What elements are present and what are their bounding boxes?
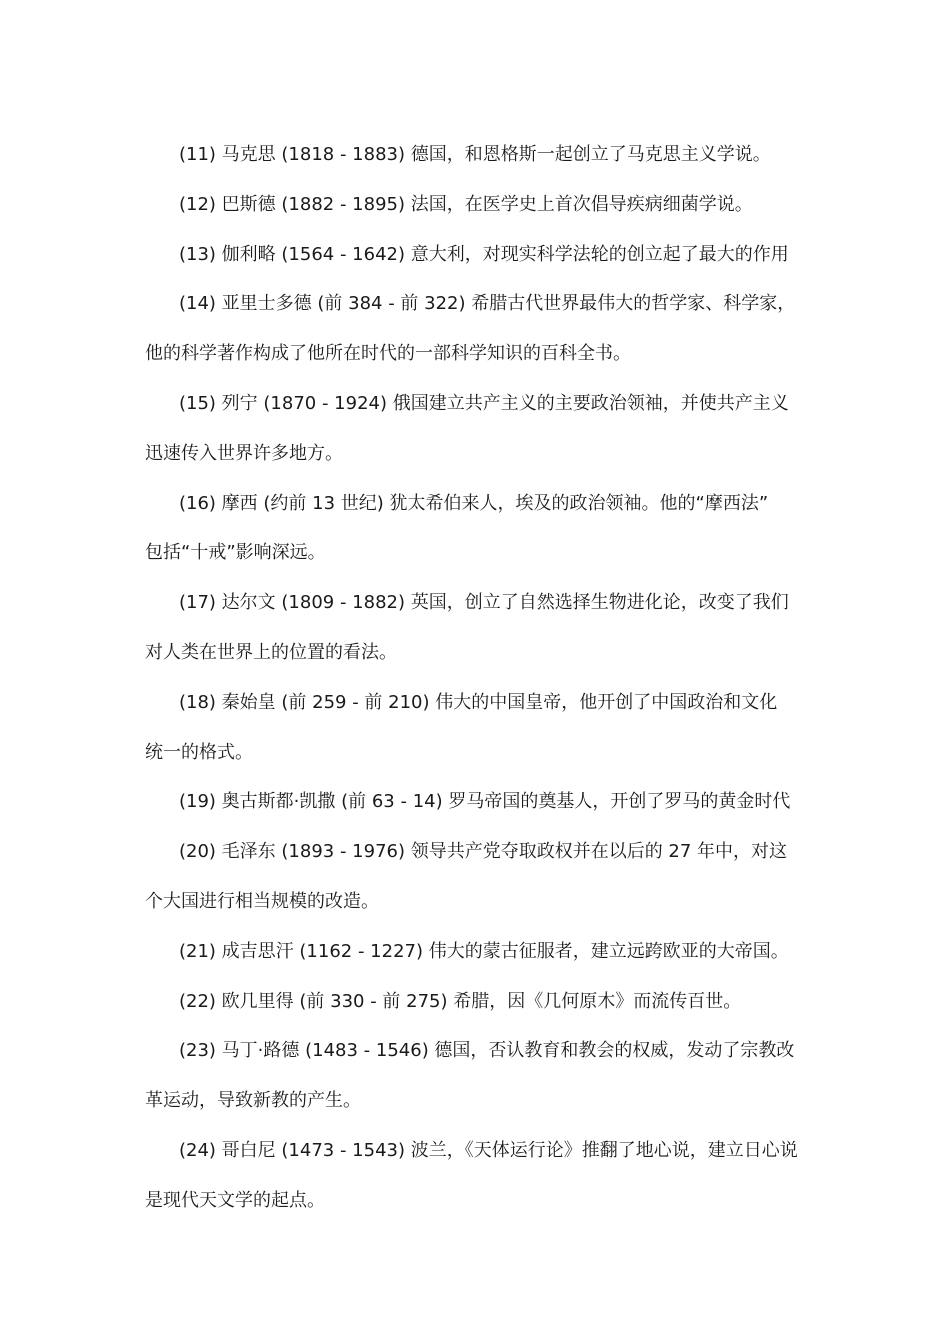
text-line: 他的科学著作构成了他所在时代的一部科学知识的百科全书。 [145, 343, 631, 365]
text-line: (24) 哥白尼 (1473 - 1543) 波兰，《天体运行论》推翻了地心说，建立日心说 [179, 1139, 798, 1161]
text-line: (21) 成吉思汗 (1162 - 1227) 伟大的蒙古征服者，建立远跨欧亚的大帝国。 [179, 940, 789, 962]
text-line: (11) 马克思 (1818 - 1883) 德国，和恩格斯一起创立了马克思主义学说。 [179, 144, 771, 165]
text-line: 包括“十戒”影响深远。 [145, 542, 326, 564]
text-line: (14) 亚里士多德 (前 384 - 前 322) 希腊古代世界最伟大的哲学家、科学家， [179, 293, 796, 315]
text-line: (12) 巴斯德 (1882 - 1895) 法国，在医学史上首次倡导疾病细菌学说。 [179, 193, 753, 215]
text-line: (13) 伽利略 (1564 - 1642) 意大利，对现实科学法轮的创立起了最大的作用 [179, 243, 789, 265]
text-line: (23) 马丁·路德 (1483 - 1546) 德国，否认教育和教会的权威，发动了宗教改 [179, 1040, 795, 1062]
text-line: (15) 列宁 (1870 - 1924) 俄国建立共产主义的主要政治领袖，并使共产主义 [179, 392, 789, 414]
text-line: 个大国进行相当规模的改造。 [145, 890, 379, 912]
text-line: 统一的格式。 [145, 741, 253, 763]
text-line: (19) 奥古斯都·凯撒 (前 63 - 14) 罗马帝国的奠基人，开创了罗马的黄金时代 [179, 791, 791, 813]
text-line: 是现代天文学的起点。 [145, 1189, 325, 1211]
text-line: (18) 秦始皇 (前 259 - 前 210) 伟大的中国皇帝，他开创了中国政治和文化 [179, 691, 778, 713]
text-line: 革运动，导致新教的产生。 [145, 1090, 361, 1112]
text-line: (17) 达尔文 (1809 - 1882) 英国，创立了自然选择生物进化论，改变了我们 [179, 592, 789, 614]
text-line: 迅速传入世界许多地方。 [145, 442, 343, 464]
text-line: (22) 欧几里得 (前 330 - 前 275) 希腊，因《几何原木》而流传百世。 [179, 990, 742, 1012]
text-line: (20) 毛泽东 (1893 - 1976) 领导共产党夺取政权并在以后的 27 年中，对这 [179, 841, 788, 863]
text-line: 对人类在世界上的位置的看法。 [145, 641, 397, 663]
document-body [145, 130, 810, 1226]
text-line: (16) 摩西 (约前 13 世纪) 犹太希伯来人，埃及的政治领袖。他的“摩西法” [179, 492, 769, 514]
